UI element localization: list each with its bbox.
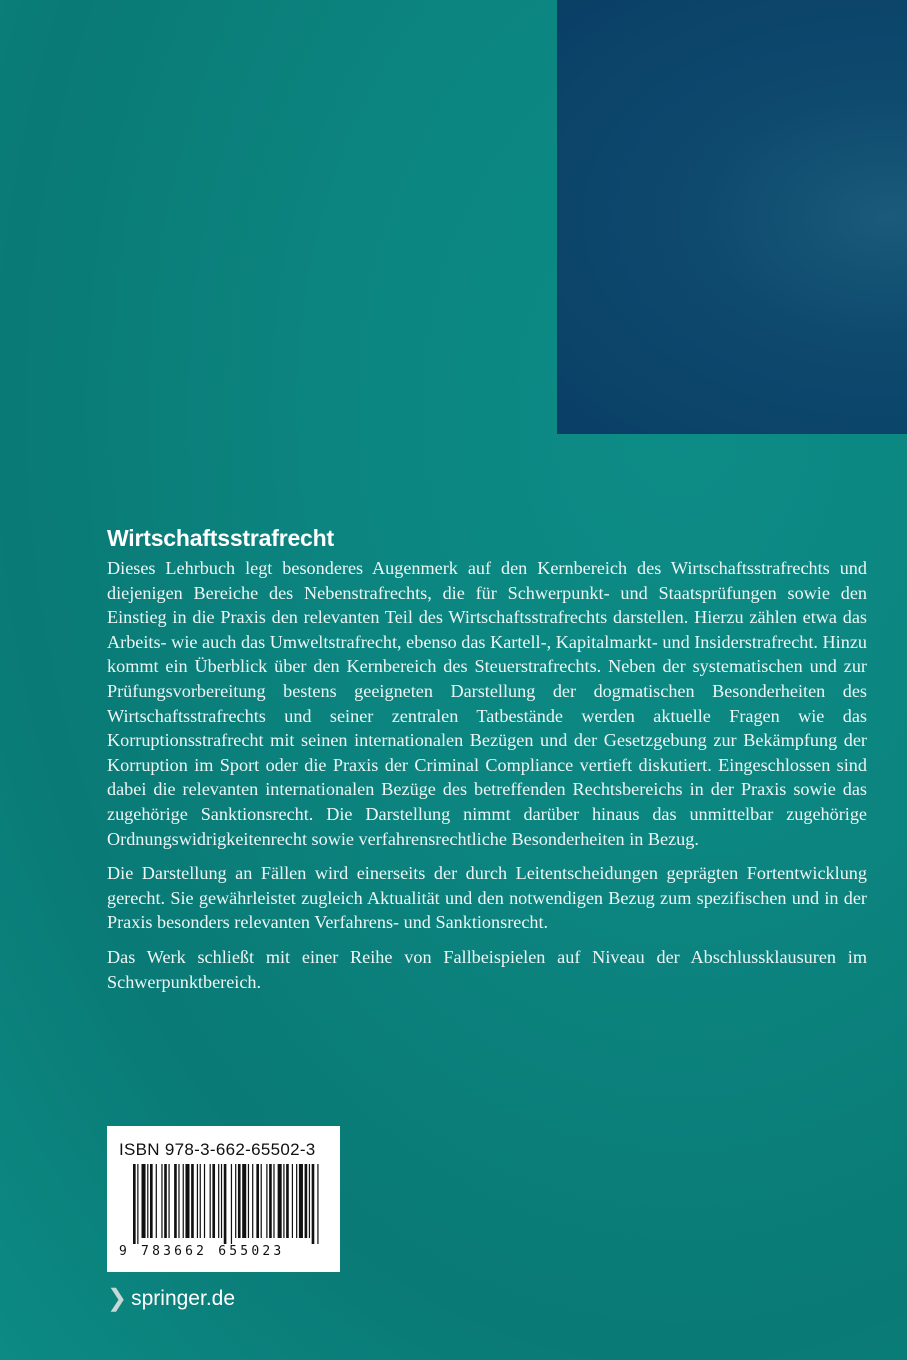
- barcode-bar: [197, 1164, 198, 1238]
- barcode-bar: [168, 1164, 169, 1238]
- publisher-name: springer.de: [131, 1286, 236, 1310]
- barcode-bar: [178, 1164, 179, 1238]
- barcode-bar: [147, 1164, 148, 1238]
- barcode-bar: [231, 1164, 232, 1244]
- barcode-bar: [174, 1164, 177, 1238]
- barcode-bar: [283, 1164, 284, 1238]
- barcode-bar: [266, 1164, 267, 1238]
- barcode-bar: [269, 1164, 272, 1238]
- barcode-bar: [224, 1164, 227, 1244]
- barcode-bar: [242, 1164, 246, 1238]
- barcode-bar: [137, 1164, 138, 1244]
- description-paragraph-1: Dieses Lehrbuch legt besonderes Augenmerk auf den Kernbereich des Wirtschaftsstrafrechts und diejenigen Bereiche des Nebenstrafrechts, die für Schwerpunkt- und Staatsprüfungen sowie den Einstieg in die Praxis den relevanten Teil des Wirtschaftsstrafrechts darstellen. Hierzu zählen etwa das Arbeits- wie auch das Umweltstrafrecht, ebenso das Kartell-, Kapitalmarkt- und Insiderstrafrecht. Hinzu kommt ein Überblick über den Kernbereich des Steuerstrafrechts. Neben der systematischen und zur Prüfungsvorbereitung bestens geeigneten Darstellung der dogmatischen Besonderheiten des Wirtschaftsstrafrechts und seiner zentralen Tatbestände werden aktuelle Fragen wie das Korruptionsstrafrecht mit seinen internationalen Bezügen und der Gesetzgebung zur Bekämpfung der Korruption im Sport oder die Praxis der Criminal Compliance vertieft diskutiert. Eingeschlossen sind dabei die relevanten internationalen Bezüge des betreffenden Rechtsbereichs in der Praxis sowie das zugehörige Sanktionsrecht. Die Darstellung nimmt darüber hinaus das unmittelbar zugehörige Ordnungswidrigkeitenrecht sowie verfahrensrechtliche Besonderheiten in Bezug.: [107, 558, 867, 849]
- barcode-bar: [142, 1164, 146, 1238]
- publisher-link[interactable]: [107, 1284, 235, 1313]
- barcode-bar: [212, 1164, 215, 1238]
- barcode-bar: [273, 1164, 274, 1238]
- barcode-bar: [200, 1164, 201, 1238]
- barcode-bar: [286, 1164, 289, 1238]
- barcode-bar: [296, 1164, 297, 1238]
- barcode-bar: [305, 1164, 308, 1238]
- barcode-bar: [235, 1164, 236, 1238]
- barcode-bar: [204, 1164, 205, 1238]
- barcode-bar: [312, 1164, 315, 1244]
- barcode-bar: [164, 1164, 167, 1238]
- isbn-label: ISBN 978-3-662-65502-3: [119, 1140, 316, 1159]
- chevron-right-icon: ❯: [107, 1285, 128, 1312]
- description-paragraph-2: Die Darstellung an Fällen wird einerseits der durch Leitentscheidungen geprägten Fortentwicklung gerecht. Sie gewährleistet zugleich Aktualität und den notwendigen Bezug zum spezifischen und in der Praxis besonders relevanten Verfahrens- und Sanktionsrecht.: [107, 863, 867, 933]
- barcode-bar: [183, 1164, 184, 1238]
- barcode-bar: [218, 1164, 219, 1238]
- book-title: Wirtschaftsstrafrecht: [107, 525, 334, 551]
- barcode-bar: [150, 1164, 153, 1238]
- barcode-bar: [256, 1164, 259, 1238]
- isbn-barcode-box: [107, 1126, 340, 1272]
- description-paragraph-3: Das Werk schließt mit einer Reihe von Fallbeispielen auf Niveau der Abschlussklausuren im Schwerpunktbereich.: [107, 946, 867, 992]
- barcode-bar: [185, 1164, 189, 1238]
- back-cover-text: [107, 525, 867, 1004]
- barcode-bar: [299, 1164, 303, 1238]
- barcode-bar: [133, 1164, 136, 1244]
- barcode-digits: 9 783662 655023: [119, 1244, 285, 1259]
- barcode-bar: [248, 1164, 249, 1238]
- barcode-bar: [191, 1164, 194, 1238]
- barcode-bar: [221, 1164, 222, 1238]
- barcode-bar: [252, 1164, 253, 1238]
- barcode-bar: [156, 1164, 157, 1238]
- barcode-bar: [292, 1164, 293, 1238]
- barcode-bar: [309, 1164, 310, 1238]
- barcode-bar: [238, 1164, 241, 1238]
- barcode-bar: [210, 1164, 211, 1238]
- cover-corner-panel: [557, 0, 907, 434]
- barcode-bar: [317, 1164, 318, 1244]
- barcode-image: [133, 1164, 323, 1244]
- barcode-bar: [261, 1164, 262, 1238]
- barcode-bar: [161, 1164, 162, 1238]
- barcode-bar: [278, 1164, 282, 1238]
